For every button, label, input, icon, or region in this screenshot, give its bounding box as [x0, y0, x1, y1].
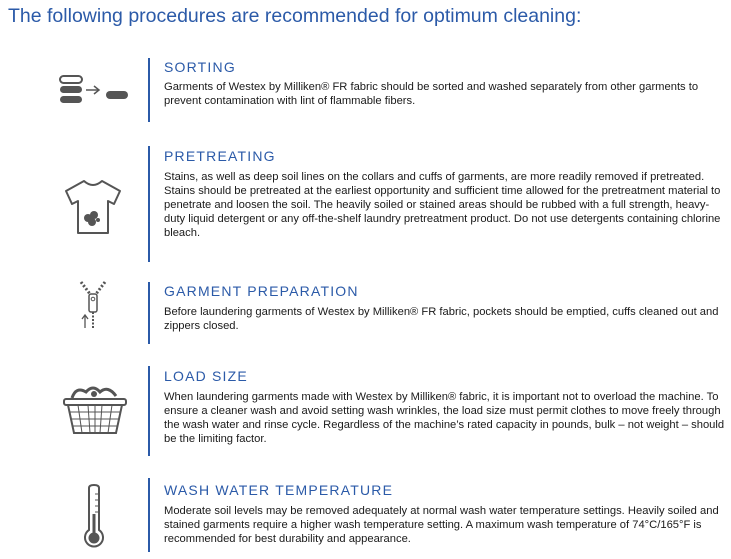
sorting-icon	[58, 74, 132, 108]
laundry-basket-icon	[60, 380, 130, 436]
section-text: Moderate soil levels may be removed adequately at normal wash water temperature settings. Heavily soiled and stained garments require a higher wash temperature setting. A maximum wash temperature of 74°C/165°F is recommended for best durability and appearance.	[164, 505, 719, 545]
section-text: Garments of Westex by Milliken® FR fabric should be sorted and washed separately from other garments to prevent contamination with lint of flammable fibers.	[164, 81, 699, 107]
section-heading: PRETREATING	[164, 148, 276, 164]
section-text: Before laundering garments of Westex by Milliken® FR fabric, pockets should be emptied, cuffs cleaned out and zippers closed.	[164, 306, 719, 332]
section-heading: SORTING	[164, 59, 236, 75]
zipper-icon	[78, 280, 108, 330]
section-heading: WASH WATER TEMPERATURE	[164, 482, 394, 498]
page-title: The following procedures are recommended for optimum cleaning:	[8, 5, 582, 27]
section-text: Stains, as well as deep soil lines on the collars and cuffs of garments, are more readily removed if pretreated. Stains should be pretreated at the earliest opportunity and sufficient time allowed for the pretreatment material to penetrate and loosen the soil. The heavily soiled or stained areas should be rubbed with a full strength, heavy-duty liquid detergent or any off-the-shelf laundry pretreatment product. Do not use detergents containing chlorine bleach.	[164, 171, 721, 239]
stained-shirt-icon	[62, 178, 124, 236]
section-text: When laundering garments made with Westex by Milliken® fabric, it is important not to overload the machine. To ensure a cleaner wash and avoid setting wash wrinkles, the load size must permit clothes to move freely through the wash water and rinse cycle. Regardless of the machine’s rated capacity in pounds, bulk – not weight – should be the limiting factor.	[164, 391, 725, 445]
section-heading: GARMENT PREPARATION	[164, 283, 359, 299]
section-heading: LOAD SIZE	[164, 368, 248, 384]
thermometer-icon	[82, 484, 106, 550]
